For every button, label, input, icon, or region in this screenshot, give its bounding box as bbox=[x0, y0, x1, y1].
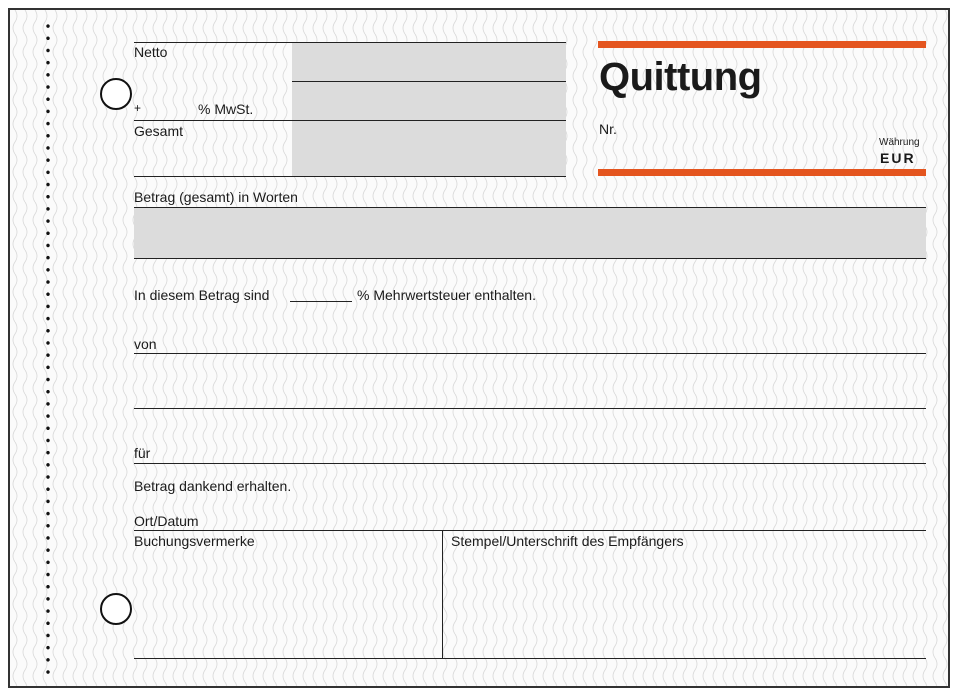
von-line-2 bbox=[134, 408, 926, 409]
buchung-label: Buchungsvermerke bbox=[134, 533, 255, 549]
ort-datum-line bbox=[134, 530, 926, 531]
betrag-worten-field bbox=[134, 208, 926, 258]
receipt-form bbox=[8, 8, 950, 688]
fuer-line bbox=[134, 463, 926, 464]
currency-value: EUR bbox=[880, 150, 916, 166]
von-line bbox=[134, 353, 926, 354]
netto-divider bbox=[292, 81, 566, 82]
punch-hole-top bbox=[100, 78, 132, 110]
von-label: von bbox=[134, 336, 157, 352]
perforation-dots bbox=[46, 20, 50, 678]
mwst-line bbox=[134, 120, 566, 121]
page-title: Quittung bbox=[599, 55, 762, 99]
plus-label: + bbox=[134, 101, 142, 115]
mwst-label: % MwSt. bbox=[198, 101, 254, 117]
mwst-percent-blank bbox=[290, 301, 352, 302]
betrag-worten-label: Betrag (gesamt) in Worten bbox=[134, 189, 298, 205]
gesamt-label: Gesamt bbox=[134, 123, 184, 139]
ort-datum-label: Ort/Datum bbox=[134, 513, 199, 529]
dankend-label: Betrag dankend erhalten. bbox=[134, 478, 292, 494]
mwst-sentence-pre: In diesem Betrag sind bbox=[134, 287, 270, 303]
amount-field-grey bbox=[292, 42, 566, 176]
bottom-divider bbox=[442, 530, 443, 659]
stempel-label: Stempel/Unterschrift des Empfängers bbox=[451, 533, 684, 549]
bottom-line bbox=[134, 658, 926, 659]
punch-hole-bottom bbox=[100, 593, 132, 625]
waehrung-label: Währung bbox=[879, 137, 920, 148]
fuer-label: für bbox=[134, 445, 151, 461]
mwst-sentence-post: % Mehrwertsteuer enthalten. bbox=[357, 287, 536, 303]
gesamt-line bbox=[134, 176, 566, 177]
nr-label: Nr. bbox=[599, 121, 617, 137]
title-bar-bottom bbox=[598, 169, 926, 176]
betrag-worten-bottom-line bbox=[134, 258, 926, 259]
netto-top-line bbox=[134, 42, 566, 43]
netto-label: Netto bbox=[134, 44, 168, 60]
title-bar-top bbox=[598, 41, 926, 48]
